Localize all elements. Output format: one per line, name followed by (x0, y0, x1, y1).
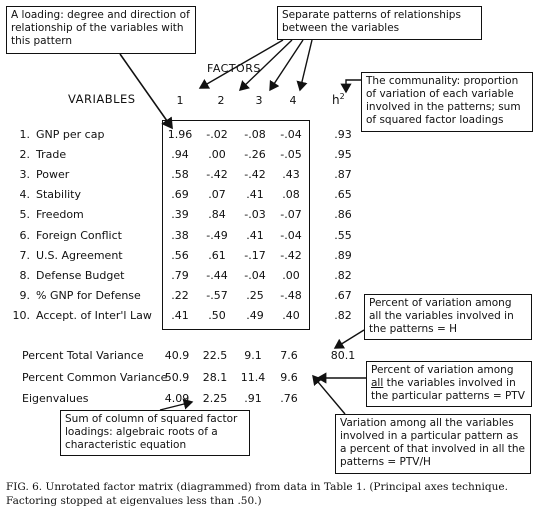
arrow-loading (120, 54, 172, 128)
summary-cell: 9.1 (244, 349, 262, 362)
variable-name: Defense Budget (36, 268, 125, 282)
variable-name: Freedom (36, 208, 84, 222)
summary-label: Percent Common Variance (22, 371, 168, 384)
variable-name: % GNP for Defense (36, 288, 141, 302)
loading-cell: .84 (208, 208, 226, 222)
summary-cell: .91 (244, 392, 262, 405)
percent-common-prefix: Percent of variation among (371, 364, 514, 376)
summary-label: Eigenvalues (22, 392, 89, 405)
loading-cell: -.17 (244, 248, 266, 262)
loading-cell: -.08 (244, 128, 266, 141)
loading-cell: .41 (246, 228, 264, 242)
variable-name: Power (36, 168, 70, 182)
variable-name: Accept. of Inter'l Law (36, 308, 152, 322)
communality-cell: .55 (334, 228, 352, 242)
h2-base: h (332, 93, 340, 107)
variable-name: Foreign Conflict (36, 228, 122, 242)
summary-label: Percent Total Variance (22, 349, 144, 362)
callout-loading: A loading: degree and direction of relationship of the variables with this pattern (6, 6, 196, 54)
variable-name: Trade (36, 148, 67, 162)
communality-cell: .86 (334, 208, 352, 222)
arrow-factor-1 (200, 40, 283, 88)
variable-number: 10. (12, 308, 30, 322)
communality-cell: .82 (334, 268, 352, 282)
summary-cell: 4.09 (164, 392, 190, 405)
loading-cell: -.44 (206, 268, 228, 282)
loading-cell: .08 (282, 188, 300, 202)
summary-cell: 50.9 (164, 371, 190, 384)
communality-cell: .87 (334, 168, 352, 182)
loading-cell: -.04 (280, 228, 302, 242)
arrow-factor-4 (300, 40, 312, 90)
variable-number: 4. (19, 188, 30, 202)
summary-cell: .76 (280, 392, 298, 405)
summary-cell: 7.6 (280, 349, 298, 362)
callout-variation-pattern: Variation among all the variables involved in a particular pattern as a percent of that involved in all the patterns = PTV/H (335, 414, 531, 474)
summary-communality-cell: 80.1 (330, 349, 356, 362)
variables-header: VARIABLES (68, 92, 136, 106)
factor-col-3: 3 (255, 94, 263, 107)
variable-number: 1. (19, 128, 30, 141)
callout-percent-total: Percent of variation among all the variables involved in the patterns = H (364, 294, 532, 340)
communality-cell: .89 (334, 248, 352, 262)
percent-common-underlined: all (371, 377, 384, 389)
loading-cell: .58 (171, 168, 189, 182)
loading-cell: -.42 (280, 248, 302, 262)
h2-sup: 2 (339, 92, 345, 101)
loading-cell: .50 (208, 308, 226, 322)
summary-cell: 40.9 (164, 349, 190, 362)
factor-col-2: 2 (217, 94, 225, 107)
loading-cell: -.04 (244, 268, 266, 282)
loading-cell: .94 (171, 148, 189, 162)
communality-cell: .65 (334, 188, 352, 202)
factor-col-1: 1 (176, 94, 184, 107)
variable-name: U.S. Agreement (36, 248, 123, 262)
summary-cell: 28.1 (202, 371, 228, 384)
communality-cell: .95 (334, 148, 352, 162)
loading-cell: .00 (208, 148, 226, 162)
loading-cell: -.57 (206, 288, 228, 302)
loading-cell: -.42 (206, 168, 228, 182)
variable-name: GNP per cap (36, 128, 105, 141)
variable-number: 8. (19, 268, 30, 282)
loading-cell: 1.96 (167, 128, 193, 141)
loading-cell: .39 (171, 208, 189, 222)
factor-col-4: 4 (289, 94, 297, 107)
loading-cell: -.07 (280, 208, 302, 222)
loading-cell: .00 (282, 268, 300, 282)
loading-cell: .22 (171, 288, 189, 302)
summary-cell: 9.6 (280, 371, 298, 384)
loading-cell: .43 (282, 168, 300, 182)
loading-cell: -.42 (244, 168, 266, 182)
callout-communality: The communality: proportion of variation of each variable involved in the patterns; sum of squared factor loadings (361, 72, 533, 132)
loading-cell: -.04 (280, 128, 302, 141)
variable-number: 9. (19, 288, 30, 302)
callout-eigen-note: Sum of column of squared factor loadings: algebraic roots of a characteristic equation (60, 410, 250, 456)
loading-cell: .40 (282, 308, 300, 322)
loading-cell: .07 (208, 188, 226, 202)
variable-number: 7. (19, 248, 30, 262)
variable-number: 3. (19, 168, 30, 182)
loading-cell: -.48 (280, 288, 302, 302)
loading-cell: .49 (246, 308, 264, 322)
loading-cell: -.02 (206, 128, 228, 141)
percent-common-suffix: the variables involved in the particular patterns = PTV (371, 377, 525, 402)
arrow-factor-3 (270, 40, 303, 90)
loading-cell: -.26 (244, 148, 266, 162)
communality-cell: .93 (334, 128, 352, 141)
loading-cell: -.49 (206, 228, 228, 242)
arrow-variation-pattern (313, 376, 345, 414)
figure-caption: FIG. 6. Unrotated factor matrix (diagrammed) from data in Table 1. (Principal axes technique. Factoring stopped at eigenvalues less than .50.) (6, 481, 508, 507)
loading-cell: .41 (246, 188, 264, 202)
callout-patterns: Separate patterns of relationships between the variables (277, 6, 482, 40)
loading-cell: .79 (171, 268, 189, 282)
summary-cell: 11.4 (240, 371, 266, 384)
loading-cell: .38 (171, 228, 189, 242)
variable-name: Stability (36, 188, 82, 202)
loading-cell: -.05 (280, 148, 302, 162)
communality-cell: .67 (334, 288, 352, 302)
loading-cell: -.03 (244, 208, 266, 222)
loading-cell: .61 (208, 248, 226, 262)
summary-cell: 2.25 (202, 392, 228, 405)
arrow-percent-total (335, 330, 364, 348)
loading-cell: .25 (246, 288, 264, 302)
loading-cell: .69 (171, 188, 189, 202)
variable-number: 2. (19, 148, 30, 162)
arrow-eigen-note (160, 402, 192, 410)
variable-number: 6. (19, 228, 30, 242)
communality-cell: .82 (334, 308, 352, 322)
variable-number: 5. (19, 208, 30, 222)
loading-cell: .41 (171, 308, 189, 322)
arrow-communality (346, 80, 361, 92)
loading-cell: .56 (171, 248, 189, 262)
summary-cell: 22.5 (202, 349, 228, 362)
factors-header: FACTORS (207, 62, 261, 75)
arrow-factor-2 (240, 40, 292, 90)
